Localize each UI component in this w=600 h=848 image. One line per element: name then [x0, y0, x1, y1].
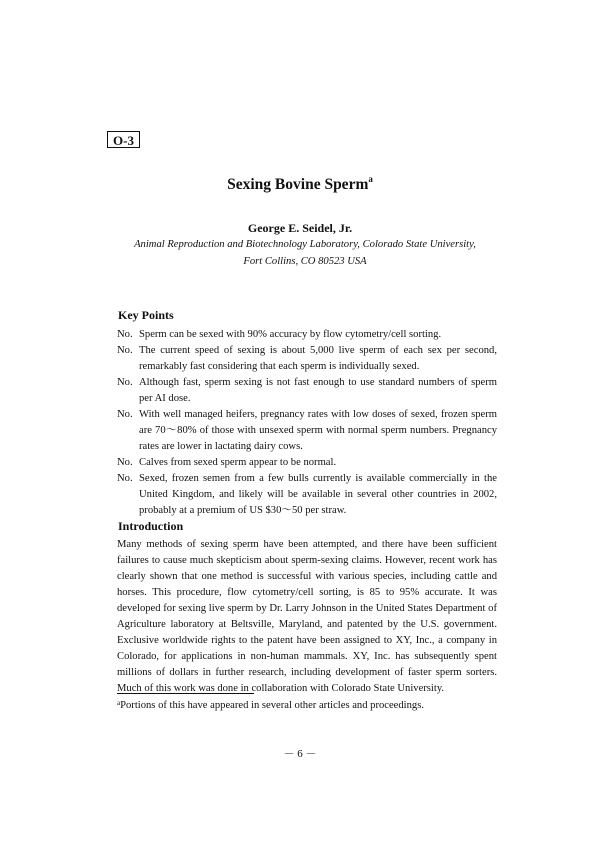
key-point-number: No.	[117, 329, 133, 340]
key-point-number: No.	[117, 409, 133, 420]
key-point-item	[117, 327, 497, 343]
key-points-list	[117, 327, 497, 519]
introduction-heading: Introduction	[118, 519, 184, 533]
key-point-number: No.	[117, 377, 133, 388]
key-points-heading: Key Points	[118, 308, 174, 322]
paper-title	[0, 176, 600, 194]
affiliation-line-2: Fort Collins, CO 80523 USA	[243, 256, 367, 267]
key-point-item	[117, 343, 497, 375]
page-number: － 6 －	[283, 748, 317, 760]
introduction-paragraph: Many methods of sexing sperm have been attempted, and there have been sufficient failures to cause much skepticism about sperm-sexing claims. However, recent work has clearly shown that one method is successful with various species, including cattle and horses. This procedure, flow cytometry/cell sorting, is 85 to 95% accurate. It was developed for sexing live sperm by Dr. Larry Johnson in the United States Department of Agriculture laboratory at Beltsville, Maryland, and patented by the U.S. government. Exclusive worldwide rights to the patent have been assigned to XY, Inc., a company in Colorado, for applications in non-human mammals. XY, Inc. has subsequently spent millions of dollars in further research, including development of faster sperm sorters. Much of this work was done in collaboration with Colorado State University.	[117, 539, 497, 694]
key-point-number: No.	[117, 473, 133, 484]
affiliation-line-1: Animal Reproduction and Biotechnology Laboratory, Colorado State University,	[134, 239, 476, 250]
title-footnote-marker: a	[368, 174, 373, 184]
key-point-text: Sexed, frozen semen from a few bulls currently is available commercially in the United Kingdom, and likely will be available in several other countries in 2002, probably at a premium of US $30～50 per straw.	[139, 473, 497, 516]
section-label: O-3	[107, 131, 140, 148]
key-point-text: With well managed heifers, pregnancy rates with low doses of sexed, frozen sperm are 70～80% of those with unsexed sperm with normal sperm numbers. Pregnancy rates are lower in lactating dairy cows.	[139, 409, 497, 452]
footnote-text: Portions of this have appeared in several other articles and proceedings.	[120, 700, 424, 711]
key-point-item	[117, 455, 497, 471]
key-point-text: Sperm can be sexed with 90% accuracy by flow cytometry/cell sorting.	[139, 329, 442, 340]
footnote	[117, 700, 424, 711]
key-point-text: Although fast, sperm sexing is not fast enough to use standard numbers of sperm per AI dose.	[139, 377, 497, 404]
key-point-item	[117, 471, 497, 519]
footnote-divider	[117, 693, 254, 694]
key-point-text: Calves from sexed sperm appear to be normal.	[139, 457, 337, 468]
key-point-number: No.	[117, 457, 133, 468]
key-point-number: No.	[117, 345, 133, 356]
key-point-item	[117, 407, 497, 455]
author-name: George E. Seidel, Jr.	[247, 221, 353, 235]
footnote-marker: a	[117, 699, 121, 707]
title-text: Sexing Bovine Sperm	[227, 176, 369, 193]
key-point-item	[117, 375, 497, 407]
key-point-text: The current speed of sexing is about 5,000 live sperm of each sex per second, remarkably fast considering that each sperm is individually sexed.	[139, 345, 497, 372]
